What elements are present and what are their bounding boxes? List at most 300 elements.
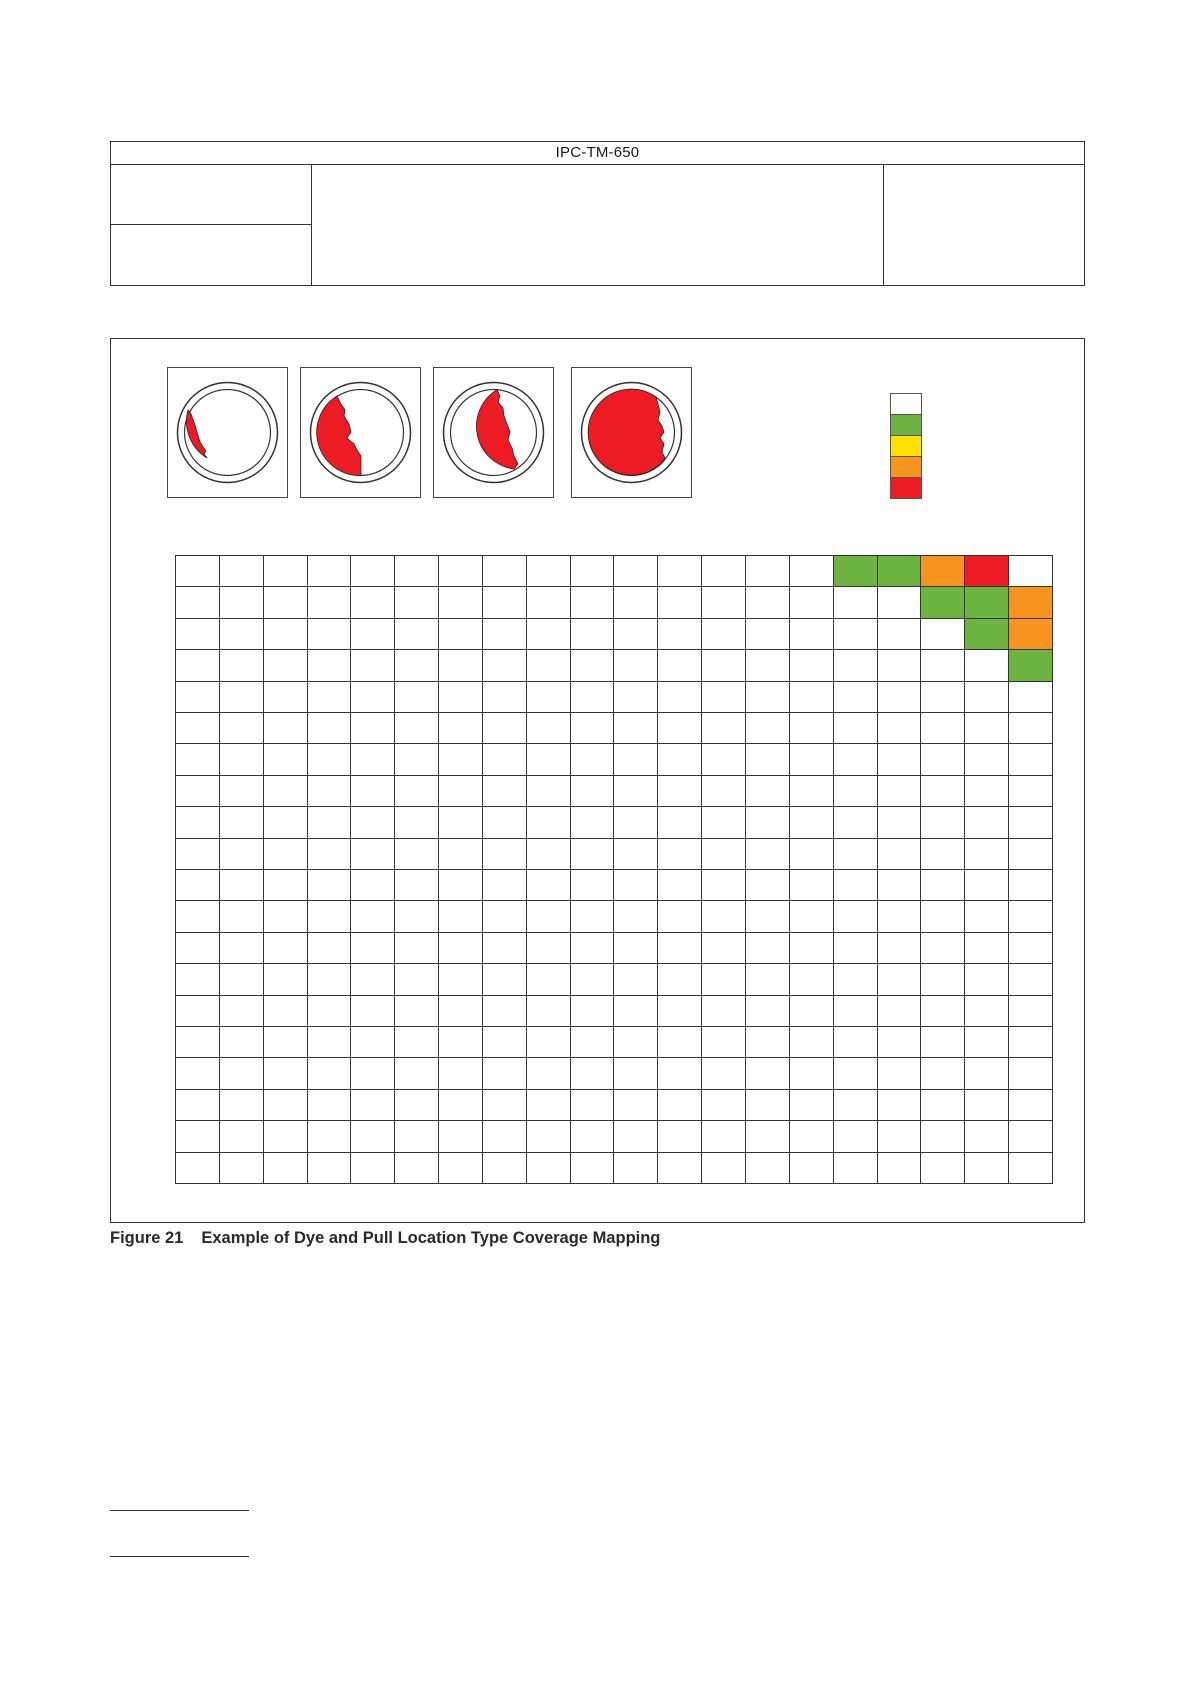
footnote-rule — [110, 1510, 249, 1511]
grid-cell — [264, 901, 308, 932]
grid-cell — [921, 682, 965, 713]
grid-cell — [834, 713, 878, 744]
grid-cell — [790, 807, 834, 838]
grid-cell — [921, 1090, 965, 1121]
grid-cell — [220, 682, 264, 713]
grid-cell — [571, 964, 615, 995]
grid-cell — [746, 996, 790, 1027]
grid-cell — [921, 933, 965, 964]
grid-cell — [1009, 1090, 1053, 1121]
legend-swatch — [890, 414, 922, 436]
legend-swatch — [890, 393, 922, 415]
grid-cell — [921, 556, 965, 587]
grid-cell — [1009, 556, 1053, 587]
grid-cell — [746, 1058, 790, 1089]
grid-cell — [351, 713, 395, 744]
grid-cell — [834, 807, 878, 838]
grid-cell — [790, 1153, 834, 1184]
grid-cell — [702, 964, 746, 995]
grid-cell — [702, 776, 746, 807]
grid-cell — [571, 807, 615, 838]
grid-cell — [220, 839, 264, 870]
grid-cell — [264, 650, 308, 681]
grid-cell — [921, 650, 965, 681]
grid-cell — [264, 1090, 308, 1121]
grid-cell — [176, 870, 220, 901]
grid-cell — [571, 619, 615, 650]
grid-cell — [264, 807, 308, 838]
grid-cell — [395, 996, 439, 1027]
grid-cell — [176, 619, 220, 650]
grid-cell — [220, 1153, 264, 1184]
grid-cell — [614, 1058, 658, 1089]
grid-cell — [527, 1153, 571, 1184]
grid-cell — [571, 1121, 615, 1152]
grid-cell — [483, 839, 527, 870]
grid-cell — [702, 744, 746, 775]
grid-cell — [746, 776, 790, 807]
grid-cell — [965, 901, 1009, 932]
grid-cell — [395, 1121, 439, 1152]
grid-cell — [395, 744, 439, 775]
grid-cell — [834, 1121, 878, 1152]
grid-cell — [1009, 1121, 1053, 1152]
grid-cell — [702, 1090, 746, 1121]
grid-cell — [571, 776, 615, 807]
grid-cell — [658, 619, 702, 650]
grid-cell — [878, 682, 922, 713]
grid-cell — [614, 776, 658, 807]
grid-cell — [395, 901, 439, 932]
grid-cell — [702, 901, 746, 932]
grid-cell — [878, 650, 922, 681]
grid-cell — [176, 901, 220, 932]
document-header — [110, 141, 1085, 286]
grid-cell — [614, 1153, 658, 1184]
grid-cell — [308, 682, 352, 713]
grid-cell — [921, 1121, 965, 1152]
grid-cell — [834, 650, 878, 681]
grid-cell — [1009, 1153, 1053, 1184]
grid-cell — [658, 650, 702, 681]
grid-cell — [1009, 933, 1053, 964]
grid-cell — [614, 650, 658, 681]
grid-cell — [790, 713, 834, 744]
grid-cell — [264, 870, 308, 901]
grid-cell — [527, 839, 571, 870]
grid-cell — [614, 682, 658, 713]
grid-cell — [308, 901, 352, 932]
grid-cell — [264, 1027, 308, 1058]
grid-cell — [571, 996, 615, 1027]
grid-cell — [746, 839, 790, 870]
grid-cell — [702, 996, 746, 1027]
grid-cell — [439, 744, 483, 775]
grid-cell — [571, 1153, 615, 1184]
grid-cell — [921, 776, 965, 807]
grid-cell — [351, 650, 395, 681]
grid-cell — [220, 901, 264, 932]
grid-cell — [834, 682, 878, 713]
grid-cell — [527, 964, 571, 995]
grid-cell — [790, 870, 834, 901]
grid-cell — [395, 650, 439, 681]
grid-cell — [176, 587, 220, 618]
grid-cell — [834, 1058, 878, 1089]
grid-cell — [658, 682, 702, 713]
figure-title: Example of Dye and Pull Location Type Coverage Mapping — [201, 1229, 661, 1247]
grid-cell — [658, 1058, 702, 1089]
grid-cell — [702, 650, 746, 681]
grid-cell — [834, 619, 878, 650]
grid-cell — [351, 556, 395, 587]
figure-frame — [110, 338, 1085, 1223]
grid-cell — [176, 996, 220, 1027]
grid-cell — [658, 964, 702, 995]
coverage-sample-3 — [433, 367, 554, 498]
grid-cell — [264, 744, 308, 775]
legend-swatch — [890, 435, 922, 457]
grid-cell — [264, 1121, 308, 1152]
grid-cell — [834, 901, 878, 932]
grid-cell — [614, 587, 658, 618]
grid-cell — [439, 1090, 483, 1121]
grid-cell — [483, 744, 527, 775]
grid-cell — [746, 933, 790, 964]
grid-cell — [483, 619, 527, 650]
grid-cell — [264, 682, 308, 713]
grid-cell — [965, 1027, 1009, 1058]
grid-cell — [614, 744, 658, 775]
grid-cell — [351, 1027, 395, 1058]
grid-cell — [878, 776, 922, 807]
grid-cell — [439, 870, 483, 901]
grid-cell — [308, 807, 352, 838]
grid-cell — [746, 964, 790, 995]
grid-cell — [527, 713, 571, 744]
grid-cell — [790, 587, 834, 618]
grid-cell — [483, 1058, 527, 1089]
grid-cell — [527, 901, 571, 932]
grid-cell — [878, 1121, 922, 1152]
grid-cell — [1009, 650, 1053, 681]
grid-cell — [176, 1153, 220, 1184]
grid-cell — [790, 964, 834, 995]
grid-cell — [527, 556, 571, 587]
grid-cell — [527, 1121, 571, 1152]
grid-cell — [702, 682, 746, 713]
grid-cell — [921, 807, 965, 838]
grid-cell — [965, 1153, 1009, 1184]
grid-cell — [308, 1153, 352, 1184]
grid-cell — [220, 870, 264, 901]
grid-cell — [308, 713, 352, 744]
grid-cell — [746, 1090, 790, 1121]
grid-cell — [176, 744, 220, 775]
grid-cell — [395, 839, 439, 870]
grid-cell — [790, 1027, 834, 1058]
grid-cell — [483, 776, 527, 807]
grid-cell — [308, 1027, 352, 1058]
grid-cell — [614, 556, 658, 587]
grid-cell — [1009, 964, 1053, 995]
grid-cell — [746, 807, 790, 838]
grid-cell — [395, 1090, 439, 1121]
figure-number: Figure 21 — [110, 1229, 184, 1247]
grid-cell — [220, 1058, 264, 1089]
grid-cell — [746, 587, 790, 618]
grid-cell — [351, 587, 395, 618]
grid-cell — [746, 682, 790, 713]
grid-cell — [790, 901, 834, 932]
grid-cell — [921, 901, 965, 932]
grid-cell — [658, 870, 702, 901]
grid-cell — [483, 587, 527, 618]
grid-cell — [351, 682, 395, 713]
grid-cell — [395, 964, 439, 995]
grid-cell — [176, 1027, 220, 1058]
grid-cell — [965, 1121, 1009, 1152]
grid-cell — [571, 556, 615, 587]
grid-cell — [658, 807, 702, 838]
grid-cell — [965, 556, 1009, 587]
grid-cell — [220, 776, 264, 807]
grid-cell — [351, 839, 395, 870]
grid-cell — [308, 870, 352, 901]
grid-cell — [921, 619, 965, 650]
grid-cell — [351, 933, 395, 964]
grid-cell — [1009, 713, 1053, 744]
grid-cell — [220, 996, 264, 1027]
grid-cell — [702, 556, 746, 587]
grid-cell — [176, 1090, 220, 1121]
grid-cell — [264, 839, 308, 870]
grid-cell — [527, 776, 571, 807]
grid-cell — [965, 744, 1009, 775]
grid-cell — [878, 1090, 922, 1121]
grid-cell — [790, 556, 834, 587]
grid-cell — [1009, 744, 1053, 775]
grid-cell — [614, 1027, 658, 1058]
grid-cell — [658, 556, 702, 587]
grid-cell — [176, 933, 220, 964]
grid-cell — [483, 964, 527, 995]
grid-cell — [220, 1121, 264, 1152]
grid-cell — [702, 587, 746, 618]
grid-cell — [790, 839, 834, 870]
grid-cell — [614, 1090, 658, 1121]
grid-cell — [1009, 870, 1053, 901]
grid-cell — [702, 1027, 746, 1058]
grid-cell — [483, 1153, 527, 1184]
grid-cell — [878, 619, 922, 650]
grid-cell — [395, 619, 439, 650]
grid-cell — [834, 1153, 878, 1184]
grid-cell — [439, 776, 483, 807]
grid-cell — [439, 839, 483, 870]
grid-cell — [395, 1027, 439, 1058]
grid-cell — [483, 1121, 527, 1152]
grid-cell — [790, 933, 834, 964]
grid-cell — [702, 1121, 746, 1152]
grid-cell — [483, 807, 527, 838]
grid-cell — [702, 1153, 746, 1184]
grid-cell — [834, 996, 878, 1027]
grid-cell — [264, 713, 308, 744]
grid-cell — [614, 1121, 658, 1152]
grid-cell — [658, 901, 702, 932]
grid-cell — [921, 587, 965, 618]
grid-cell — [790, 996, 834, 1027]
grid-cell — [264, 1153, 308, 1184]
grid-cell — [965, 1058, 1009, 1089]
grid-cell — [878, 933, 922, 964]
coverage-sample-2 — [300, 367, 421, 498]
grid-cell — [965, 964, 1009, 995]
grid-cell — [439, 996, 483, 1027]
grid-cell — [965, 713, 1009, 744]
grid-cell — [571, 1090, 615, 1121]
grid-cell — [439, 964, 483, 995]
grid-cell — [395, 1153, 439, 1184]
grid-cell — [834, 587, 878, 618]
grid-cell — [658, 713, 702, 744]
grid-cell — [746, 1027, 790, 1058]
grid-cell — [614, 964, 658, 995]
grid-cell — [220, 744, 264, 775]
grid-cell — [965, 870, 1009, 901]
grid-cell — [1009, 1058, 1053, 1089]
grid-cell — [527, 682, 571, 713]
grid-cell — [308, 1121, 352, 1152]
grid-cell — [395, 1058, 439, 1089]
grid-cell — [571, 870, 615, 901]
grid-cell — [439, 650, 483, 681]
grid-cell — [702, 839, 746, 870]
grid-cell — [878, 744, 922, 775]
grid-cell — [483, 650, 527, 681]
grid-cell — [483, 901, 527, 932]
grid-cell — [1009, 619, 1053, 650]
grid-cell — [527, 996, 571, 1027]
grid-cell — [395, 870, 439, 901]
grid-cell — [351, 964, 395, 995]
coverage-sample-4 — [571, 367, 692, 498]
grid-cell — [483, 713, 527, 744]
grid-cell — [746, 1153, 790, 1184]
grid-cell — [351, 1153, 395, 1184]
grid-cell — [746, 556, 790, 587]
grid-cell — [308, 744, 352, 775]
grid-cell — [1009, 996, 1053, 1027]
grid-cell — [921, 713, 965, 744]
grid-cell — [746, 1121, 790, 1152]
grid-cell — [439, 901, 483, 932]
grid-cell — [395, 556, 439, 587]
grid-cell — [790, 650, 834, 681]
grid-cell — [921, 1027, 965, 1058]
grid-cell — [921, 1153, 965, 1184]
grid-cell — [483, 1027, 527, 1058]
grid-cell — [308, 619, 352, 650]
via-cross-section-icon — [572, 368, 691, 497]
grid-cell — [746, 870, 790, 901]
grid-cell — [834, 1090, 878, 1121]
grid-cell — [746, 650, 790, 681]
grid-cell — [571, 713, 615, 744]
grid-cell — [878, 964, 922, 995]
header-number-cell — [111, 165, 312, 225]
grid-cell — [395, 933, 439, 964]
grid-cell — [571, 587, 615, 618]
grid-cell — [658, 1090, 702, 1121]
grid-cell — [220, 1027, 264, 1058]
grid-cell — [658, 744, 702, 775]
grid-cell — [790, 619, 834, 650]
grid-cell — [965, 996, 1009, 1027]
grid-cell — [351, 996, 395, 1027]
grid-cell — [395, 713, 439, 744]
grid-cell — [571, 901, 615, 932]
grid-cell — [439, 807, 483, 838]
grid-cell — [965, 807, 1009, 838]
grid-cell — [614, 933, 658, 964]
grid-cell — [965, 933, 1009, 964]
grid-cell — [220, 1090, 264, 1121]
grid-cell — [264, 619, 308, 650]
grid-cell — [308, 650, 352, 681]
header-page-cell — [884, 165, 1084, 285]
grid-cell — [527, 1090, 571, 1121]
grid-cell — [351, 744, 395, 775]
grid-cell — [176, 776, 220, 807]
grid-cell — [527, 587, 571, 618]
grid-cell — [176, 713, 220, 744]
grid-cell — [921, 839, 965, 870]
grid-cell — [921, 964, 965, 995]
via-cross-section-icon — [434, 368, 553, 497]
footnote-rule — [110, 1556, 249, 1557]
grid-cell — [176, 964, 220, 995]
grid-cell — [527, 1058, 571, 1089]
grid-cell — [571, 839, 615, 870]
grid-cell — [308, 933, 352, 964]
grid-cell — [220, 619, 264, 650]
grid-cell — [790, 776, 834, 807]
grid-cell — [1009, 776, 1053, 807]
grid-cell — [746, 619, 790, 650]
grid-cell — [439, 587, 483, 618]
grid-cell — [965, 587, 1009, 618]
grid-cell — [439, 556, 483, 587]
grid-cell — [439, 619, 483, 650]
grid-cell — [614, 619, 658, 650]
grid-cell — [834, 744, 878, 775]
grid-cell — [834, 964, 878, 995]
grid-cell — [527, 650, 571, 681]
grid-cell — [220, 933, 264, 964]
grid-cell — [921, 870, 965, 901]
grid-cell — [308, 996, 352, 1027]
grid-cell — [483, 996, 527, 1027]
grid-cell — [746, 744, 790, 775]
grid-cell — [746, 713, 790, 744]
grid-cell — [614, 870, 658, 901]
grid-cell — [658, 1027, 702, 1058]
grid-cell — [351, 1090, 395, 1121]
grid-cell — [351, 776, 395, 807]
grid-cell — [308, 556, 352, 587]
